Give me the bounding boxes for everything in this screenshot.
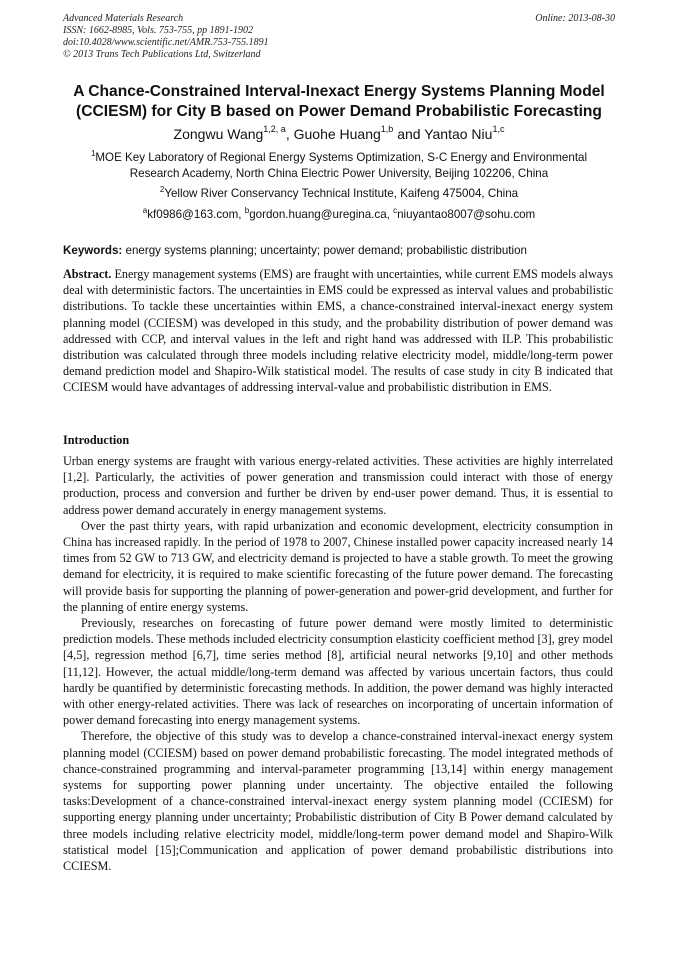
journal-name: Advanced Materials Research xyxy=(63,13,184,24)
journal-doi: doi:10.4028/www.scientific.net/AMR.753-755.1891 xyxy=(63,37,269,48)
introduction-body xyxy=(63,453,613,874)
affiliation-mark: 1 xyxy=(90,149,96,158)
author-emails xyxy=(50,207,628,223)
email-mark: b xyxy=(244,206,250,215)
email-mark: c xyxy=(393,206,398,215)
affiliation-2-text: Yellow River Conservancy Technical Institute, Kaifeng 475004, China xyxy=(164,187,519,200)
email-c: niuyantao8007@sohu.com xyxy=(397,208,536,221)
journal-header xyxy=(63,13,483,61)
author-affiliation-mark: 1,2, a xyxy=(263,124,286,134)
keywords-text: energy systems planning; uncertainty; power demand; probabilistic distribution xyxy=(122,244,527,257)
abstract-label: Abstract. xyxy=(63,267,112,281)
title-line-1: A Chance-Constrained Interval-Inexact Energy Systems Planning Model xyxy=(73,83,605,100)
email-a: kf0986@163.com, xyxy=(147,208,245,221)
affiliation-1-line-1: MOE Key Laboratory of Regional Energy Systems Optimization, S-C Energy and Environmental xyxy=(95,151,588,164)
author-separator: and xyxy=(393,126,425,142)
email-mark: a xyxy=(142,206,148,215)
author-name: Zongwu Wang xyxy=(173,126,264,142)
author-name: Yantao Niu xyxy=(424,126,493,142)
title-line-2: (CCIESM) for City B based on Power Demand Probabilistic Forecasting xyxy=(76,103,602,120)
author-affiliation-mark: 1,b xyxy=(380,124,394,134)
email-b: gordon.huang@uregina.ca, xyxy=(249,208,394,221)
keywords-label: Keywords: xyxy=(63,244,123,257)
abstract xyxy=(63,266,613,396)
paragraph: Therefore, the objective of this study was to develop a chance-constrained interval-inexact energy system planning model (CCIESM) based on power demand probabilistic forecasting. The model integrated methods of chance-constrained programming and interval-parameter programming [13,14] within energy management systems for supporting power planning under uncertainty. The objective entailed the following tasks:Development of a chance-constrained interval-inexact energy system planning model (CCIESM) for supporting energy planning under uncertainty; Probabilistic distribution of City B Power demand calculated by three models including relative electricity model, middle/long-term power demand model and Shapiro-Wilk statistical model [15];Communication and application of power demand probabilistic distributions into CCIESM. xyxy=(63,729,613,874)
online-date: Online: 2013-08-30 xyxy=(535,13,615,24)
author-separator: , xyxy=(285,126,294,142)
affiliation-2 xyxy=(50,186,628,202)
paragraph: Urban energy systems are fraught with various energy-related activities. These activities are highly interrelated [1,2]. Particularly, the activities of power generation and transmission could interact with those of energy production, process and conversion and further be driven by end-user power demand. Thus, it is essential to address power demand accurately in energy management systems. xyxy=(63,454,613,517)
keywords xyxy=(63,243,623,259)
paragraph: Previously, researches on forecasting of future power demand were mostly limited to deterministic prediction models. These methods included electricity consumption elasticity coefficient method [3], grey model [4,5], regression method [6,7], time series method [8], artificial neural networks [9,10] and other methods [11,12]. However, the actual middle/long-term demand was affected by various uncertain factors, thus could hardly be quantified by deterministic forecasting methods. In addition, the power demand was highly interacted with other energy-related activities. There was lack of researches on incorporating of uncertain information of power demand forecasting into energy management systems. xyxy=(63,616,613,728)
paper-title xyxy=(40,82,638,122)
affiliation-1 xyxy=(50,150,628,182)
journal-issn: ISSN: 1662-8985, Vols. 753-755, pp 1891-1902 xyxy=(63,25,253,36)
author-name: Guohe Huang xyxy=(293,126,381,142)
author-affiliation-mark: 1,c xyxy=(492,124,505,134)
abstract-text: Energy management systems (EMS) are fraught with uncertainties, while current EMS models always deal with deterministic factors. The uncertainties in EMS could be expressed as interval values and probabilistic distributions. To tackle these uncertainties within EMS, a chance-constrained interval-inexact energy system planning model (CCIESM) was developed in this study, and the probability distribution of power demand was addressed with CCP, and interval values in the left and right hand was addressed with ILP. This probabilistic distribution was calculated through three models including relative electricity model, middle/long-term power demand prediction model and Shapiro-Wilk statistical model. The results of case study in city B indicated that CCIESM would have advantages of addressing interval-value and probabilistic distribution in EMS. xyxy=(63,267,613,395)
paragraph: Over the past thirty years, with rapid urbanization and economic development, electricity consumption in China has increased rapidly. In the period of 1978 to 2007, Chinese installed power capacity increased nearly 14 times from 52 GW to 713 GW, and electricity demand is projected to have a stable growth. To meet the growing demand for electricity, it is required to make scientific forecasting of the future power demand. The forecasting will provide basis for supporting the planning of power-generation and power-grid development, and further for the planning of entire energy systems. xyxy=(63,518,613,614)
affiliation-1-line-2: Research Academy, North China Electric Power University, Beijing 102206, China xyxy=(129,167,549,180)
author-list xyxy=(40,125,638,143)
affiliation-mark: 2 xyxy=(159,185,165,194)
journal-copyright: © 2013 Trans Tech Publications Ltd, Switzerland xyxy=(63,49,261,60)
section-heading-introduction: Introduction xyxy=(63,433,130,447)
